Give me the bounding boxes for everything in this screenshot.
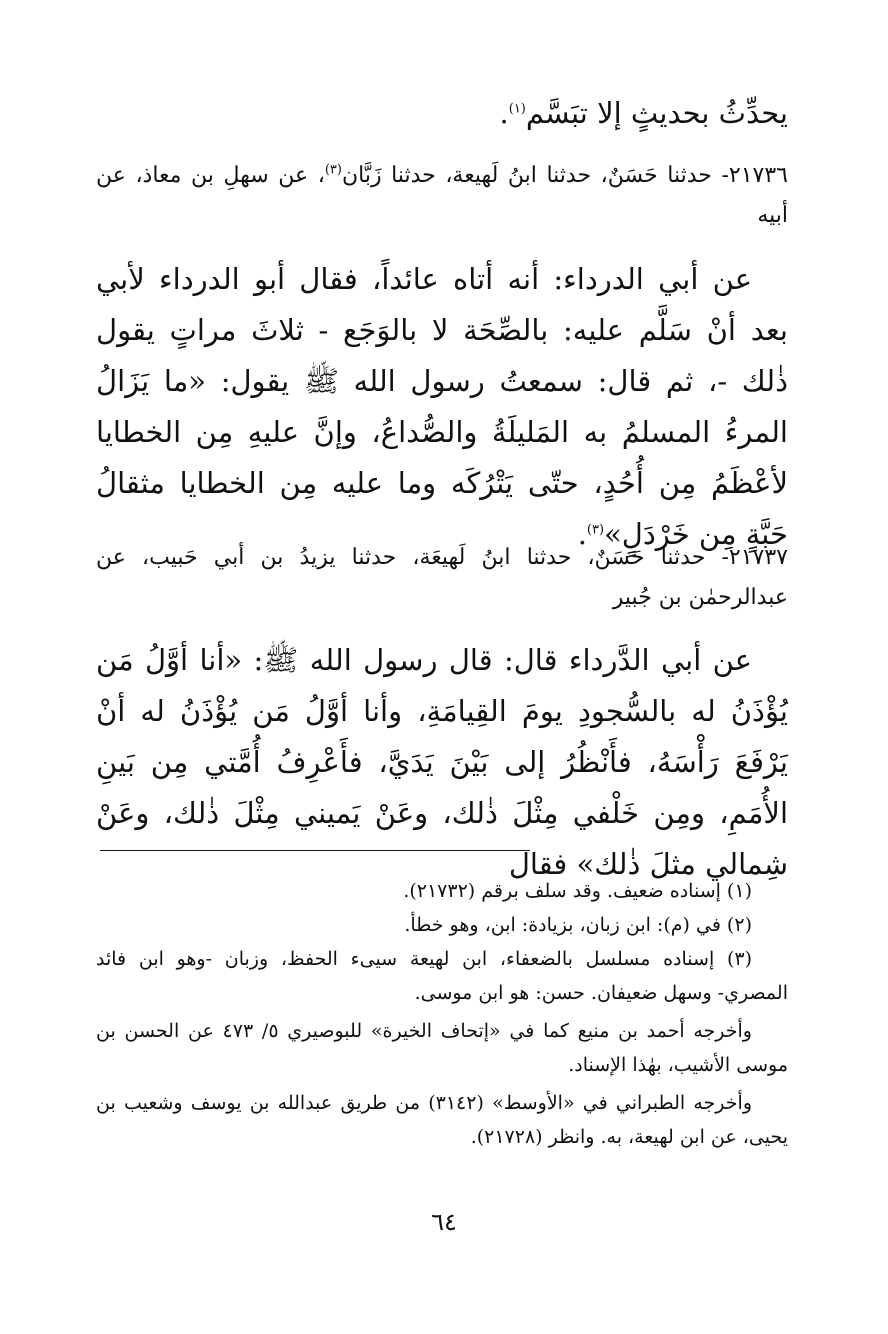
footnote-3-cont-2: وأخرجه الطبراني في «الأوسط» (٣١٤٢) من طريق عبدالله بن يوسف وشعيب بن يحيى، عن ابن لهيعة، به. وانظر (٢١٧٢٨). (96, 1092, 788, 1148)
page-number: ٦٤ (431, 1208, 457, 1236)
footnote-ref-3: (٣) (586, 522, 605, 538)
footnote-ref-2: (٣) (324, 162, 342, 178)
footnote-ref-1: (١) (508, 101, 526, 117)
footnote-3: (٣) إسناده مسلسل بالضعفاء، ابن لهيعة سيىء الحفظ، وزبان -وهو ابن فائد المصري- وسهل ضعيفان. حسن: هو ابن موسى. (96, 948, 788, 1004)
top-line: يحدِّثُ بحديثٍ إلا تبَسَّم$^{(١)}$. (499, 96, 788, 130)
footnote-2: (٢) في (م): ابن زبان، بزيادة: ابن، وهو خطأ. (404, 914, 752, 936)
footnote-divider (100, 850, 530, 851)
hadith-21737-header: ٢١٧٣٧- حدثنا حَسَنٌ، حدثنا ابنُ لَهيعَة، حدثنا يزيدُ بن أبي حَبيب، عن عبدالرحمٰن بن جُبير (96, 545, 788, 610)
footnote-1: (١) إسناده ضعيف. وقد سلف برقم (٢١٧٣٢). (403, 880, 752, 902)
hadith-21736-body: عن أبي الدرداء: أنه أتاه عائداً، فقال أبو الدرداء لأبي بعد أنْ سَلَّم عليه: بالصِّحَة لا بالوَجَع - ثلاثَ مراتٍ يقول ذٰلك -، ثم قال: سمعتُ رسول الله ﷺ يقول: «ما يَزَالُ المرءُ المسلمُ به المَليلَةُ والصُّداعُ، وإنَّ عليهِ مِن الخطايا لأعْظَمُ مِن أُحُدٍ، حتّى يَتْرُكَه وما عليه مِن الخطايا مثقالُ حَبَّةٍ مِن خَرْدَلٍ»$^{(٣)}$. (96, 262, 788, 551)
footnote-3-cont-1: وأخرجه أحمد بن منيع كما في «إتحاف الخيرة» للبوصيري ٥/ ٤٧٣ عن الحسن بن موسى الأشيب، بهٰذا الإسناد. (96, 1020, 788, 1076)
hadith-21737-body: عن أبي الدَّرداء قال: قال رسول الله ﷺ: «أنا أوَّلُ مَن يُؤْذَنُ له بالسُّجودِ يومَ القِيامَةِ، وأنا أوَّلُ مَن يُؤْذَنُ له أنْ يَرْفَعَ رَأْسَهُ، فأَنْظُرُ إلى بَيْنَ يَدَيَّ، فأَعْرِفُ أُمَّتي مِن بَينِ الأُمَمِ، ومِن خَلْفي مِثْلَ ذٰلك، وعَنْ يَميني مِثْلَ ذٰلك، وعَنْ شِمالي مثلَ ذٰلك» فقال (96, 643, 788, 881)
top-line-text: يحدِّثُ بحديثٍ إلا تبَسَّم (525, 96, 788, 130)
hadith-21736-header: ٢١٧٣٦- حدثنا حَسَنٌ، حدثنا ابنُ لَهيعة، حدثنا زَبَّان$^{(٣)}$، عن سهلِ بن معاذ، عن أبيه (96, 162, 788, 228)
footnotes (96, 874, 788, 1154)
